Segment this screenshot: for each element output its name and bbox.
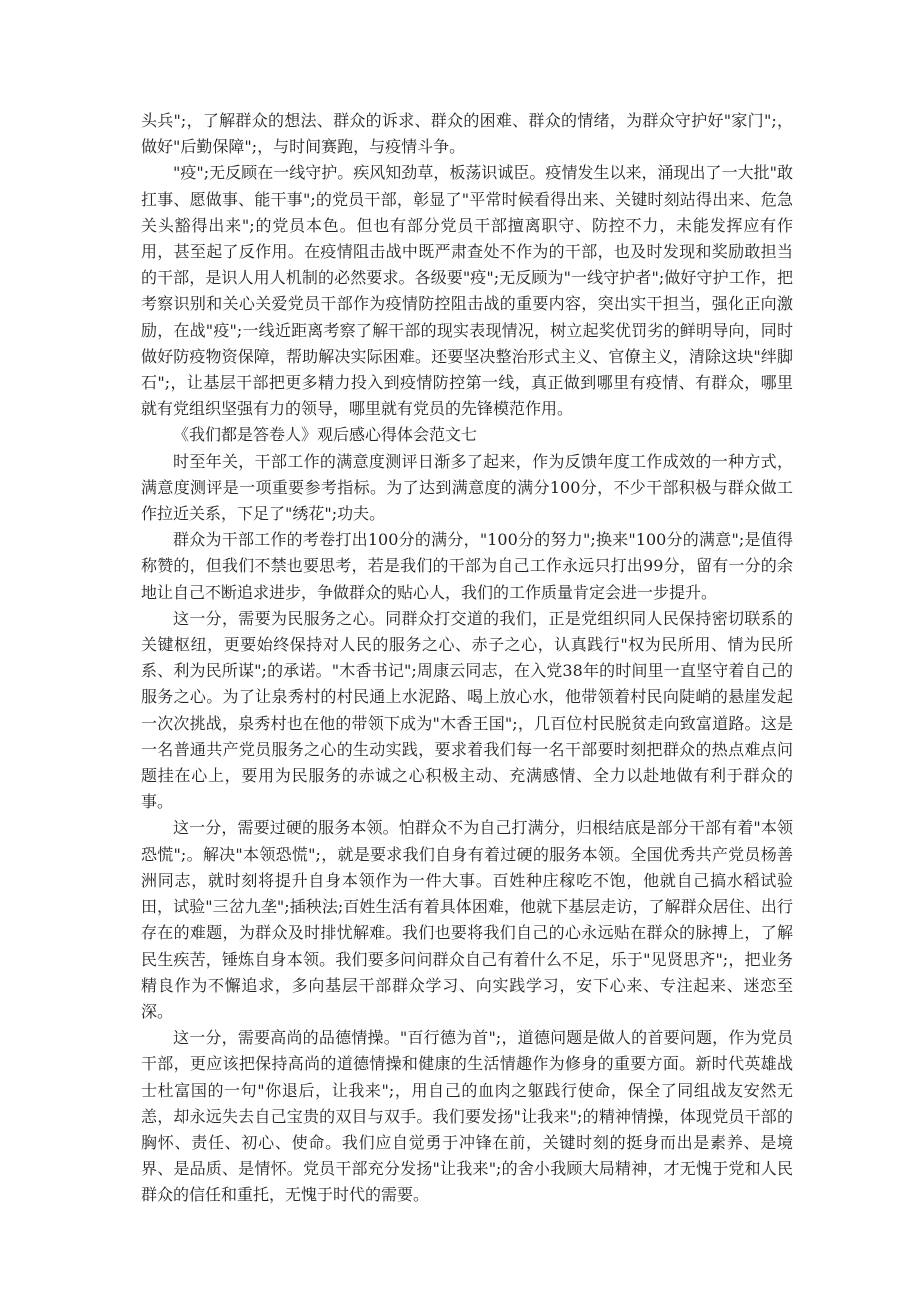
paragraph-year-end-evaluation: 时至年关，干部工作的满意度测评日渐多了起来，作为反馈年度工作成效的一种方式，满意度测评是一项重要参考指标。为了达到满意度的满分100分，不少干部积极与群众做工作拉近关系，下足了"绣花";功夫。 [141,451,793,524]
paragraph-service-skill: 这一分，需要过硬的服务本领。怕群众不为自己打满分，归根结底是部分干部有着"本领恐慌";。解决"本领恐慌";，就是要求我们自身有着过硬的服务本领。全国优秀共产党员杨善洲同志，就时刻将提升自身本领作为一件大事。百姓种庄稼吃不饱，他就自己搞水稻试验田，试验"三岔九垄";插秧法;百姓生活有着具体困难，他就下基层走访，了解群众居住、出行存在的难题，为群众及时排忧解难。我们也要将我们自己的心永远贴在群众的脉搏上，了解民生疾苦，锤炼自身本领。我们要多问问群众自己有着什么不足，乐于"见贤思齐";，把业务精良作为不懈追求，多向基层干部群众学习、向实践学习，安下心来、专注起来、迷恋至深。 [141,818,793,1021]
document-page [141,108,793,1209]
paragraph-service-heart: 这一分，需要为民服务之心。同群众打交道的我们，正是党组织同人民保持密切联系的关键枢纽，更要始终保持对人民的服务之心、赤子之心，认真践行"权为民所用、情为民所系、利为民所谋";的承诺。"木香书记";周康云同志，在入党38年的时间里一直坚守着自己的服务之心。为了让泉秀村的村民通上水泥路、喝上放心水，他带领着村民向陡峭的悬崖发起一次次挑战，泉秀村也在他的带领下成为"木香王国";，几百位村民脱贫走向致富道路。这是一名普通共产党员服务之心的生动实践，要求着我们每一名干部要时刻把群众的热点难点问题挂在心上，要用为民服务的赤诚之心积极主动、充满感情、全力以赴地做有利于群众的事。 [141,608,793,812]
paragraph-full-score: 群众为干部工作的考卷打出100分的满分，"100分的努力";换来"100分的满意";是值得称赞的，但我们不禁也要思考，若是我们的干部为自己工作永远只打出99分，留有一分的余地让自己不断追求进步，争做群众的贴心人，我们的工作质量肯定会进一步提升。 [141,530,793,602]
paragraph-epidemic-guard: "疫";无反顾在一线守护。疾风知劲草，板荡识诚臣。疫情发生以来，涌现出了一大批"敢扛事、愿做事、能干事";的党员干部，彰显了"平常时候看得出来、关键时刻站得出来、危急关头豁得出来";的党员本色。但也有部分党员干部擅离职守、防控不力，未能发挥应有作用，甚至起了反作用。在疫情阻击战中既严肃查处不作为的干部，也及时发现和奖励敢担当的干部，是识人用人机制的必然要求。各级要"疫";无反顾为"一线守护者";做好守护工作，把考察识别和关心关爱党员干部作为疫情防控阻击战的重要内容，突出实干担当，强化正向激励，在战"疫";一线近距离考察了解干部的现实表现情况，树立起奖优罚劣的鲜明导向，同时做好防疫物资保障，帮助解决实际困难。还要坚决整治形式主义、官僚主义，清除这块"绊脚石";，让基层干部把更多精力投入到疫情防控第一线，真正做到哪里有疫情、有群众，哪里就有党组织坚强有力的领导，哪里就有党员的先锋模范作用。 [141,163,793,419]
section-heading: 《我们都是答卷人》观后感心得体会范文七 [173,425,478,445]
paragraph-continuation: 头兵";，了解群众的想法、群众的诉求、群众的困难、群众的情绪，为群众守护好"家门";，做好"后勤保障";，与时间赛跑，与疫情斗争。 [141,111,793,157]
paragraph-moral-character: 这一分，需要高尚的品德情操。"百行德为首";，道德问题是做人的首要问题，作为党员干部，更应该把保持高尚的道德情操和健康的生活情趣作为修身的重要方面。新时代英雄战士杜富国的一句"你退后，让我来";，用自己的血肉之躯践行使命，保全了同组战友安然无恙，却永远失去自己宝贵的双目与双手。我们要发扬"让我来";的精神情操，体现党员干部的胸怀、责任、初心、使命。我们应自觉勇于冲锋在前，关键时刻的挺身而出是素养、是境界、是品质、是情怀。党员干部充分发扬"让我来";的舍小我顾大局精神，才无愧于党和人民群众的信任和重托，无愧于时代的需要。 [141,1028,793,1205]
